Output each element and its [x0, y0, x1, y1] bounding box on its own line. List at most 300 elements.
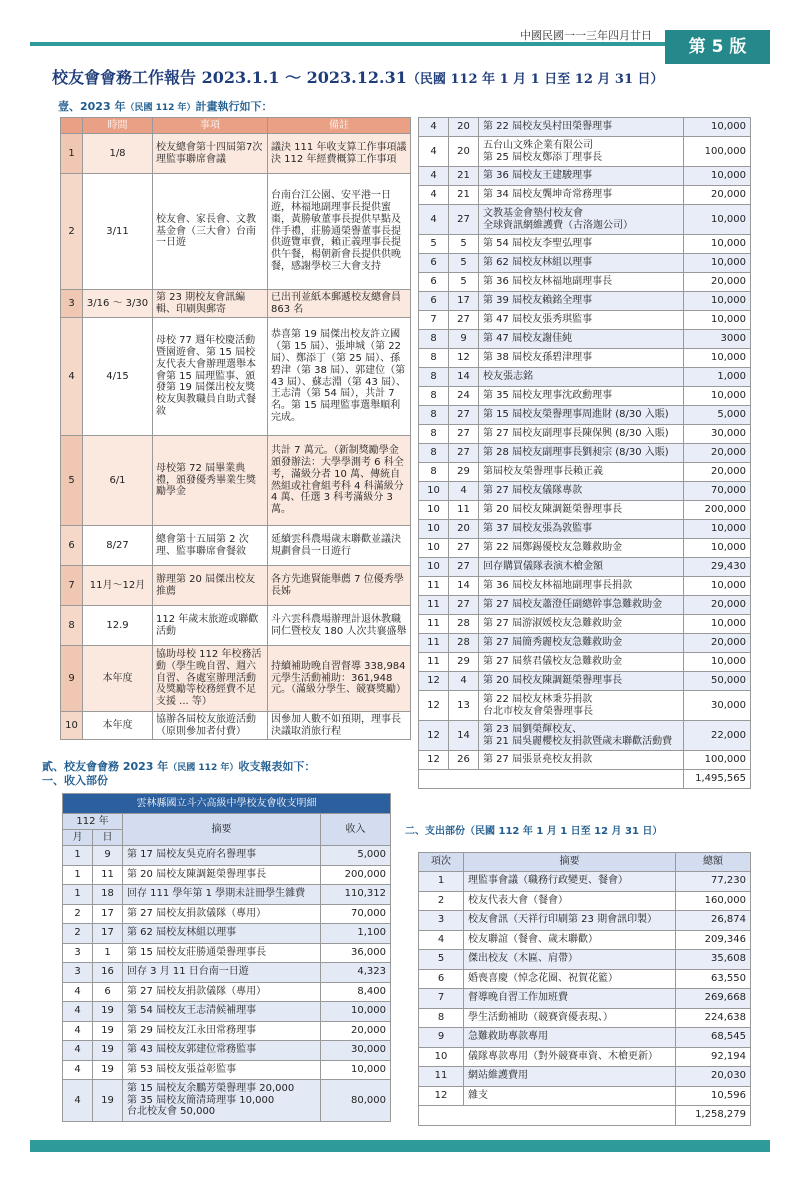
- table-row: [419, 577, 751, 596]
- table-row: [419, 368, 751, 387]
- amount-cell: 160,000: [676, 891, 751, 911]
- month-cell: 12: [419, 691, 449, 721]
- summary-cell: 第 54 屆校友王志清候補理事: [123, 1002, 321, 1022]
- summary-cell: 儀隊專款專用（對外競賽車資、木槍更新）: [464, 1047, 676, 1067]
- amount-cell: 5,000: [321, 846, 391, 866]
- day-cell: 13: [449, 691, 479, 721]
- day-cell: 21: [449, 186, 479, 205]
- summary-cell: 第 20 屆校友陳調鋌榮譽理事長: [123, 865, 321, 885]
- month-cell: 1: [63, 846, 93, 866]
- table-row: [419, 950, 751, 970]
- month-cell: 8: [419, 330, 449, 349]
- table-row: [419, 520, 751, 539]
- month-cell: 5: [419, 235, 449, 254]
- table-row: [63, 865, 391, 885]
- summary-cell: 第 35 屆校友理事沈政勳理事: [479, 387, 684, 406]
- amount-cell: 20,030: [676, 1067, 751, 1087]
- income-table-left: [62, 793, 391, 1122]
- day-cell: 4: [449, 672, 479, 691]
- amount-cell: 10,000: [321, 1060, 391, 1080]
- day-cell: 9: [449, 330, 479, 349]
- table-row: [419, 721, 751, 751]
- day-cell: 29: [449, 463, 479, 482]
- day-cell: 27: [449, 596, 479, 615]
- summary-cell: 第 47 屆校友謝佳純: [479, 330, 684, 349]
- amount-cell: 10,000: [684, 254, 751, 273]
- table-row: [63, 846, 391, 866]
- item-no-cell: 4: [419, 930, 464, 950]
- amount-cell: 10,596: [676, 1086, 751, 1106]
- month-cell: 3: [63, 963, 93, 983]
- plan-row: 10 本年度 協辦各屆校友旅遊活動（原則參加者付費） 因參加人數不如預期，理事長決議取消旅行程: [61, 712, 411, 740]
- table-row: [419, 501, 751, 520]
- title-sub: （民國 112 年 1 月 1 日至 12 月 31 日）: [406, 72, 664, 87]
- amount-cell: 80,000: [321, 1080, 391, 1122]
- month-cell: 7: [419, 311, 449, 330]
- month-cell: 4: [63, 1041, 93, 1061]
- summary-cell: 第 17 屆校友吳克府名譽理事: [123, 846, 321, 866]
- plan-row: 7 11月～12月 辦理第 20 屆傑出校友推薦 各方先進賢能舉薦 7 位優秀學長姊: [61, 566, 411, 606]
- amount-cell: 10,000: [684, 539, 751, 558]
- amount-cell: 92,194: [676, 1047, 751, 1067]
- expense-col-no: 項次: [419, 853, 464, 872]
- month-cell: 12: [419, 751, 449, 770]
- amount-cell: 10,000: [684, 292, 751, 311]
- day-cell: 20: [449, 137, 479, 167]
- day-cell: 27: [449, 406, 479, 425]
- total-blank: [419, 770, 684, 789]
- amount-cell: 26,874: [676, 911, 751, 931]
- month-cell: 10: [419, 520, 449, 539]
- expense-heading: 二、支出部份（民國 112 年 1 月 1 日至 12 月 31 日）: [405, 826, 663, 837]
- summary-cell: 回存購買儀隊表演木槍金額: [479, 558, 684, 577]
- month-cell: 4: [63, 1060, 93, 1080]
- day-cell: 9: [93, 846, 123, 866]
- item-no-cell: 6: [419, 969, 464, 989]
- summary-cell: 學生活動補助（競賽資優表現、）: [464, 1008, 676, 1028]
- income-col-summary: 摘要: [123, 814, 321, 846]
- table-row: [419, 425, 751, 444]
- month-cell: 1: [63, 865, 93, 885]
- month-cell: 4: [63, 1021, 93, 1041]
- amount-cell: 4,323: [321, 963, 391, 983]
- day-cell: 5: [449, 235, 479, 254]
- month-cell: 11: [419, 634, 449, 653]
- table-row: [419, 444, 751, 463]
- summary-cell: 督導晚自習工作加班費: [464, 989, 676, 1009]
- amount-cell: 30,000: [321, 1041, 391, 1061]
- summary-cell: 第 27 屆游淑媛校友急難救助金: [479, 615, 684, 634]
- total-row: [419, 770, 751, 789]
- day-cell: 19: [93, 1021, 123, 1041]
- day-cell: 16: [93, 963, 123, 983]
- amount-cell: 20,000: [684, 273, 751, 292]
- amount-cell: 70,000: [684, 482, 751, 501]
- summary-cell: 第 15 屆校友余鵬芳榮譽理事 20,000 第 35 屆校友簡清琦理事 10,000 台北校友會 50,000: [123, 1080, 321, 1122]
- day-cell: 5: [449, 254, 479, 273]
- table-row: [419, 463, 751, 482]
- summary-cell: 第 22 屆鄭錫優校友急難救助金: [479, 539, 684, 558]
- table-row: [419, 137, 751, 167]
- amount-cell: 8,400: [321, 982, 391, 1002]
- month-cell: 11: [419, 577, 449, 596]
- item-no-cell: 5: [419, 950, 464, 970]
- table-row: [419, 989, 751, 1009]
- table-row: [419, 1008, 751, 1028]
- month-cell: 11: [419, 615, 449, 634]
- amount-cell: 36,000: [321, 943, 391, 963]
- amount-cell: 200,000: [684, 501, 751, 520]
- title-main: 校友會會務工作報告 2023.1.1 ～ 2023.12.31: [52, 68, 407, 87]
- summary-cell: 第 54 屆校友李聖弘理事: [479, 235, 684, 254]
- plan-row: 4 4/15 母校 77 週年校慶活動暨園遊會、第 15 屆校友代表大會辦理選舉本會第 15 屆理監事、頒發第 19 屆傑出校友獎校友與教職員自助式餐敘 恭喜第 19 屆傑出校友許立國（第 15 屆）、張坤城（第 22 屆）、鄭添丁（第 25 屆）、孫碧津（第 38 屆）、郭建位（第 43 屆）、蘇志淵（第 43 屆）、王志清（第 54 屆），共計 7 名。第 15 屆理監事選舉順利完成。: [61, 318, 411, 436]
- table-row: [419, 167, 751, 186]
- amount-cell: 20,000: [684, 444, 751, 463]
- month-cell: 4: [419, 186, 449, 205]
- summary-cell: 急難救助專款專用: [464, 1028, 676, 1048]
- header-date: 中國民國一一三年四月廿日: [520, 29, 652, 42]
- day-cell: 19: [93, 1060, 123, 1080]
- amount-cell: 3000: [684, 330, 751, 349]
- day-cell: 6: [93, 982, 123, 1002]
- table-row: [419, 205, 751, 235]
- month-cell: 10: [419, 539, 449, 558]
- total-blank: [419, 1106, 676, 1126]
- table-row: [419, 911, 751, 931]
- day-cell: 12: [449, 349, 479, 368]
- item-no-cell: 11: [419, 1067, 464, 1087]
- summary-cell: 第 62 屆校友林組以理事: [479, 254, 684, 273]
- table-row: [419, 872, 751, 892]
- table-row: [419, 186, 751, 205]
- amount-cell: 5,000: [684, 406, 751, 425]
- summary-cell: 第 22 屆校友吳村田榮譽理事: [479, 118, 684, 137]
- day-cell: 19: [93, 1041, 123, 1061]
- amount-cell: 30,000: [684, 691, 751, 721]
- summary-cell: 傑出校友（木匾、肩帶）: [464, 950, 676, 970]
- summary-cell: 第 23 屆劉榮輝校友、 第 21 屆吳麗櫻校友捐款暨歲末聯歡活動費: [479, 721, 684, 751]
- day-cell: 20: [449, 520, 479, 539]
- table-row: [419, 691, 751, 721]
- summary-cell: 第 27 屆簡秀麗校友急難救助金: [479, 634, 684, 653]
- month-cell: 12: [419, 721, 449, 751]
- plan-row: 2 3/11 校友會、家長會、文教基金會（三大會）台南一日遊 台南台江公園、安平港一日遊，林福地副理事長提供蜜棗，黃勝敏董事長提供早點及伴手禮，莊勝通榮譽董事長提供遊覽車費，賴正義理事長提供午餐，楊朝新會長提供供晚餐，感謝學校三大會支持: [61, 174, 411, 290]
- day-cell: 14: [449, 721, 479, 751]
- month-cell: 12: [419, 672, 449, 691]
- item-no-cell: 7: [419, 989, 464, 1009]
- month-cell: 8: [419, 444, 449, 463]
- day-cell: 5: [449, 273, 479, 292]
- day-cell: 27: [449, 558, 479, 577]
- summary-cell: 第 27 屆校友蕭澄任副總幹事急難救助金: [479, 596, 684, 615]
- day-cell: 14: [449, 577, 479, 596]
- summary-cell: 第屆校友榮譽理事長賴正義: [479, 463, 684, 482]
- total-row: [419, 1106, 751, 1126]
- amount-cell: 10,000: [684, 167, 751, 186]
- amount-cell: 10,000: [321, 1002, 391, 1022]
- summary-cell: 校友張志銘: [479, 368, 684, 387]
- amount-cell: 10,000: [684, 653, 751, 672]
- amount-cell: 29,430: [684, 558, 751, 577]
- table-row: [419, 482, 751, 501]
- bottom-rule: [30, 1140, 770, 1152]
- day-cell: 20: [449, 118, 479, 137]
- table-row: [419, 615, 751, 634]
- amount-cell: 10,000: [684, 205, 751, 235]
- day-cell: 4: [449, 482, 479, 501]
- month-cell: 6: [419, 254, 449, 273]
- day-cell: 11: [93, 865, 123, 885]
- month-cell: 8: [419, 387, 449, 406]
- income-table-right: [418, 117, 751, 789]
- summary-cell: 第 27 屆蔡君儀校友急難救助金: [479, 653, 684, 672]
- amount-cell: 20,000: [684, 596, 751, 615]
- day-cell: 1: [93, 943, 123, 963]
- amount-cell: 269,668: [676, 989, 751, 1009]
- amount-cell: 100,000: [684, 751, 751, 770]
- top-rule: [30, 42, 750, 46]
- income-caption: 雲林縣國立斗六高級中學校友會收支明細: [63, 794, 391, 814]
- amount-cell: 209,346: [676, 930, 751, 950]
- day-cell: 17: [449, 292, 479, 311]
- month-cell: 2: [63, 924, 93, 944]
- table-row: [419, 539, 751, 558]
- total-amount: 1,495,565: [684, 770, 751, 789]
- month-cell: 4: [419, 167, 449, 186]
- table-row: [63, 1002, 391, 1022]
- day-cell: 27: [449, 425, 479, 444]
- day-cell: 27: [449, 444, 479, 463]
- table-row: [419, 254, 751, 273]
- table-row: [419, 634, 751, 653]
- summary-cell: 第 43 屆校友郭建位常務監事: [123, 1041, 321, 1061]
- table-row: [63, 885, 391, 905]
- plan-row: 6 8/27 總會第十五屆第 2 次理、監事聯席會餐敘 延續雲科農場歲末聯歡並議決規劃會員一日遊行: [61, 526, 411, 566]
- income-col-month: 月: [63, 830, 93, 846]
- summary-cell: 第 29 屆校友江永田常務理事: [123, 1021, 321, 1041]
- day-cell: 14: [449, 368, 479, 387]
- summary-cell: 文教基金會墊付校友會 全球資訊網維護費（古洛迦公司）: [479, 205, 684, 235]
- summary-cell: 理監事會議（職務行政變更、餐會）: [464, 872, 676, 892]
- month-cell: 3: [63, 943, 93, 963]
- day-cell: 26: [449, 751, 479, 770]
- expense-table: [418, 852, 751, 1126]
- summary-cell: 第 36 屆校友林福地副理事長: [479, 273, 684, 292]
- amount-cell: 20,000: [684, 634, 751, 653]
- month-cell: 8: [419, 368, 449, 387]
- summary-cell: 第 15 屆校友莊勝通榮譽理事長: [123, 943, 321, 963]
- month-cell: 4: [63, 982, 93, 1002]
- item-no-cell: 8: [419, 1008, 464, 1028]
- summary-cell: 雜支: [464, 1086, 676, 1106]
- total-amount: 1,258,279: [676, 1106, 751, 1126]
- item-no-cell: 3: [419, 911, 464, 931]
- summary-cell: 回存 3 月 11 日台南一日遊: [123, 963, 321, 983]
- table-row: [419, 1067, 751, 1087]
- summary-cell: 第 27 屆張景堯校友捐款: [479, 751, 684, 770]
- amount-cell: 30,000: [684, 425, 751, 444]
- table-row: [419, 558, 751, 577]
- table-row: [419, 751, 751, 770]
- section2-heading: 貳、校友會會務 2023 年（民國 112 年）收支報表如下：: [42, 760, 316, 773]
- amount-cell: 22,000: [684, 721, 751, 751]
- income-col-day: 日: [93, 830, 123, 846]
- amount-cell: 35,608: [676, 950, 751, 970]
- plan-row: 3 3/16 ～ 3/30 第 23 期校友會訊編輯、印刷與郵寄 已出刊並紙本郵遞校友總會員 863 名: [61, 290, 411, 318]
- month-cell: 8: [419, 425, 449, 444]
- table-row: [63, 1021, 391, 1041]
- amount-cell: 200,000: [321, 865, 391, 885]
- table-row: [419, 1047, 751, 1067]
- day-cell: 29: [449, 653, 479, 672]
- plan-row: 1 1/8 校友總會第十四屆第7次理監事聯席會議 議決 111 年收支算工作事項議決 112 年經費概算工作事項: [61, 134, 411, 174]
- amount-cell: 77,230: [676, 872, 751, 892]
- amount-cell: 10,000: [684, 520, 751, 539]
- amount-cell: 10,000: [684, 349, 751, 368]
- item-no-cell: 9: [419, 1028, 464, 1048]
- summary-cell: 校友代表大會（餐會）: [464, 891, 676, 911]
- summary-cell: 第 22 屆校友林秉芬捐款 台北市校友會榮譽理事長: [479, 691, 684, 721]
- table-row: [419, 406, 751, 425]
- summary-cell: 五台山文殊企業有限公司 第 25 屆校友鄭添丁理事長: [479, 137, 684, 167]
- day-cell: 28: [449, 615, 479, 634]
- day-cell: 28: [449, 634, 479, 653]
- page-number-badge: 第 5 版: [665, 30, 770, 64]
- table-row: [419, 292, 751, 311]
- day-cell: 27: [449, 205, 479, 235]
- day-cell: 21: [449, 167, 479, 186]
- table-row: [63, 1060, 391, 1080]
- day-cell: 11: [449, 501, 479, 520]
- table-row: [63, 904, 391, 924]
- table-row: [419, 349, 751, 368]
- amount-cell: 10,000: [684, 577, 751, 596]
- amount-cell: 63,550: [676, 969, 751, 989]
- amount-cell: 10,000: [684, 387, 751, 406]
- income-col-year: 112 年: [63, 814, 123, 830]
- plan-col-time: 時間: [83, 118, 153, 134]
- summary-cell: 校友聯誼（餐會、歲末聯歡）: [464, 930, 676, 950]
- amount-cell: 110,312: [321, 885, 391, 905]
- amount-cell: 10,000: [684, 311, 751, 330]
- amount-cell: 10,000: [684, 118, 751, 137]
- amount-cell: 20,000: [321, 1021, 391, 1041]
- summary-cell: 第 38 屆校友孫碧津理事: [479, 349, 684, 368]
- amount-cell: 70,000: [321, 904, 391, 924]
- table-row: [419, 969, 751, 989]
- month-cell: 8: [419, 463, 449, 482]
- item-no-cell: 12: [419, 1086, 464, 1106]
- month-cell: 4: [419, 205, 449, 235]
- summary-cell: 第 20 屆校友陳調鋌榮譽理事長: [479, 672, 684, 691]
- table-row: [63, 943, 391, 963]
- month-cell: 11: [419, 653, 449, 672]
- plan-row: 9 本年度 協助母校 112 年校務活動（學生晚自習、週六自習、各處室辦理活動及獎勵等校務經費不足支援 ... 等） 持續補助晚自習督導 338,984 元學生活動補助：361,948 元。（滿級分學生、競賽獎勵）: [61, 646, 411, 712]
- summary-cell: 回存 111 學年第 1 學期未註冊學生雜費: [123, 885, 321, 905]
- summary-cell: 第 53 屆校友張益彰監事: [123, 1060, 321, 1080]
- summary-cell: 第 28 屆校友副理事長劉昶宗 (8/30 入賬): [479, 444, 684, 463]
- table-row: [419, 653, 751, 672]
- item-no-cell: 10: [419, 1047, 464, 1067]
- month-cell: 2: [63, 904, 93, 924]
- expense-col-total: 總額: [676, 853, 751, 872]
- summary-cell: 第 27 屆校友捐款儀隊（專用）: [123, 982, 321, 1002]
- day-cell: 19: [93, 1080, 123, 1122]
- summary-cell: 第 34 屆校友龔坤奇常務理事: [479, 186, 684, 205]
- summary-cell: 第 47 屆校友張秀琪監事: [479, 311, 684, 330]
- summary-cell: 第 36 屆校友林福地副理事長捐款: [479, 577, 684, 596]
- month-cell: 4: [419, 137, 449, 167]
- table-row: [419, 1028, 751, 1048]
- table-row: [419, 930, 751, 950]
- summary-cell: 第 15 屆校友榮譽理事周進財 (8/30 入賬): [479, 406, 684, 425]
- month-cell: 4: [419, 118, 449, 137]
- amount-cell: 1,100: [321, 924, 391, 944]
- section1-heading: 壹、2023 年（民國 112 年）計畫執行如下：: [58, 100, 273, 113]
- summary-cell: 第 39 屆校友賴銘全理事: [479, 292, 684, 311]
- day-cell: 17: [93, 904, 123, 924]
- summary-cell: 第 20 屆校友陳調鋌榮譽理事長: [479, 501, 684, 520]
- month-cell: 4: [63, 1002, 93, 1022]
- item-no-cell: 2: [419, 891, 464, 911]
- month-cell: 10: [419, 501, 449, 520]
- table-row: [419, 235, 751, 254]
- amount-cell: 20,000: [684, 463, 751, 482]
- month-cell: 1: [63, 885, 93, 905]
- amount-cell: 68,545: [676, 1028, 751, 1048]
- day-cell: 27: [449, 539, 479, 558]
- plan-col-item: 事項: [153, 118, 268, 134]
- plan-row: 8 12.9 112 年歲末旅遊或聯歡活動 斗六雲科農場辦理計退休教職同仁暨校友 180 人次共襄盛舉: [61, 606, 411, 646]
- month-cell: 10: [419, 558, 449, 577]
- table-row: [419, 387, 751, 406]
- income-col-amount: 收入: [321, 814, 391, 846]
- page-title: [52, 65, 664, 88]
- month-cell: 8: [419, 349, 449, 368]
- table-row: [63, 924, 391, 944]
- summary-cell: 第 36 屆校友王建駿理事: [479, 167, 684, 186]
- income-subheading: 一、收入部份: [42, 774, 108, 787]
- plan-table: [60, 117, 411, 740]
- day-cell: 18: [93, 885, 123, 905]
- summary-cell: 第 62 屆校友林組以理事: [123, 924, 321, 944]
- summary-cell: 第 27 屆校友儀隊專款: [479, 482, 684, 501]
- plan-col-note: 備註: [268, 118, 411, 134]
- table-row: [419, 273, 751, 292]
- month-cell: 11: [419, 596, 449, 615]
- table-row: [419, 311, 751, 330]
- month-cell: 4: [63, 1080, 93, 1122]
- plan-col-blank: [61, 118, 83, 134]
- summary-cell: 婚喪喜慶（悼念花圈、祝賀花籃）: [464, 969, 676, 989]
- amount-cell: 20,000: [684, 186, 751, 205]
- month-cell: 10: [419, 482, 449, 501]
- table-row: [419, 596, 751, 615]
- month-cell: 6: [419, 292, 449, 311]
- summary-cell: 校友會訊（天祥行印刷第 23 期會訊印製）: [464, 911, 676, 931]
- plan-row: 5 6/1 母校第 72 屆畢業典禮，頒發優秀畢業生獎勵學金 共計 7 萬元。（新制獎勵學金頒發辦法：大學學測考 6 科全考，滿級分者 10 萬、傳統自然組或社會組考科 4 科滿級分 4 萬、任選 3 科考滿級分 3 萬。: [61, 436, 411, 526]
- table-row: [63, 982, 391, 1002]
- day-cell: 27: [449, 311, 479, 330]
- summary-cell: 第 37 屆校友張為敦監事: [479, 520, 684, 539]
- expense-col-summary: 摘要: [464, 853, 676, 872]
- table-row: [419, 672, 751, 691]
- amount-cell: 10,000: [684, 235, 751, 254]
- month-cell: 8: [419, 406, 449, 425]
- summary-cell: 網站維護費用: [464, 1067, 676, 1087]
- table-row: [419, 1086, 751, 1106]
- day-cell: 17: [93, 924, 123, 944]
